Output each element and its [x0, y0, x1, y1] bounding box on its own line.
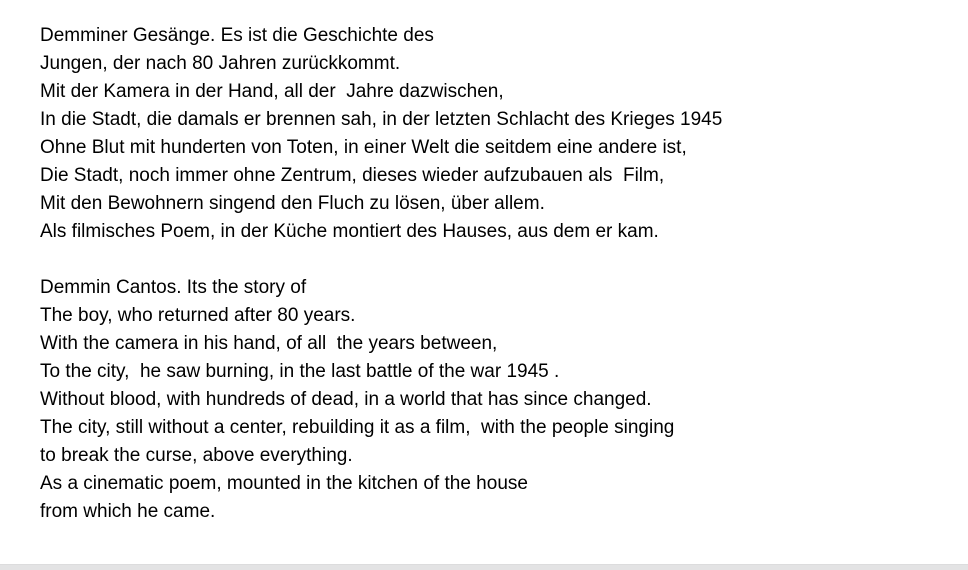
paragraph-spacer: [40, 246, 948, 274]
poem-line: Die Stadt, noch immer ohne Zentrum, dieses wieder aufzubauen als Film,: [40, 165, 665, 186]
poem-line: Jungen, der nach 80 Jahren zurückkommt.: [40, 53, 401, 74]
poem-line: Demmin Cantos. Its the story of: [40, 277, 307, 298]
english-poem: [40, 274, 948, 526]
poem-text: [40, 22, 948, 526]
poem-line: The boy, who returned after 80 years.: [40, 305, 356, 326]
poem-line: To the city, he saw burning, in the last battle of the war 1945 .: [40, 361, 560, 382]
poem-line: Without blood, with hundreds of dead, in a world that has since changed.: [40, 389, 652, 410]
poem-line: Als filmisches Poem, in der Küche montiert des Hauses, aus dem er kam.: [40, 221, 659, 242]
bottom-divider-bar: [0, 564, 968, 570]
poem-line: Mit den Bewohnern singend den Fluch zu lösen, über allem.: [40, 193, 545, 214]
poem-line: Mit der Kamera in der Hand, all der Jahre dazwischen,: [40, 81, 504, 102]
poem-line: to break the curse, above everything.: [40, 445, 353, 466]
poem-line: With the camera in his hand, of all the years between,: [40, 333, 498, 354]
poem-line: Demminer Gesänge. Es ist die Geschichte des: [40, 25, 434, 46]
poem-line: In die Stadt, die damals er brennen sah, in der letzten Schlacht des Krieges 1945: [40, 109, 723, 130]
poem-line: from which he came.: [40, 501, 216, 522]
german-poem: [40, 22, 948, 246]
poem-line: The city, still without a center, rebuilding it as a film, with the people singing: [40, 417, 675, 438]
poem-line: As a cinematic poem, mounted in the kitchen of the house: [40, 473, 528, 494]
poem-line: Ohne Blut mit hunderten von Toten, in einer Welt die seitdem eine andere ist,: [40, 137, 687, 158]
